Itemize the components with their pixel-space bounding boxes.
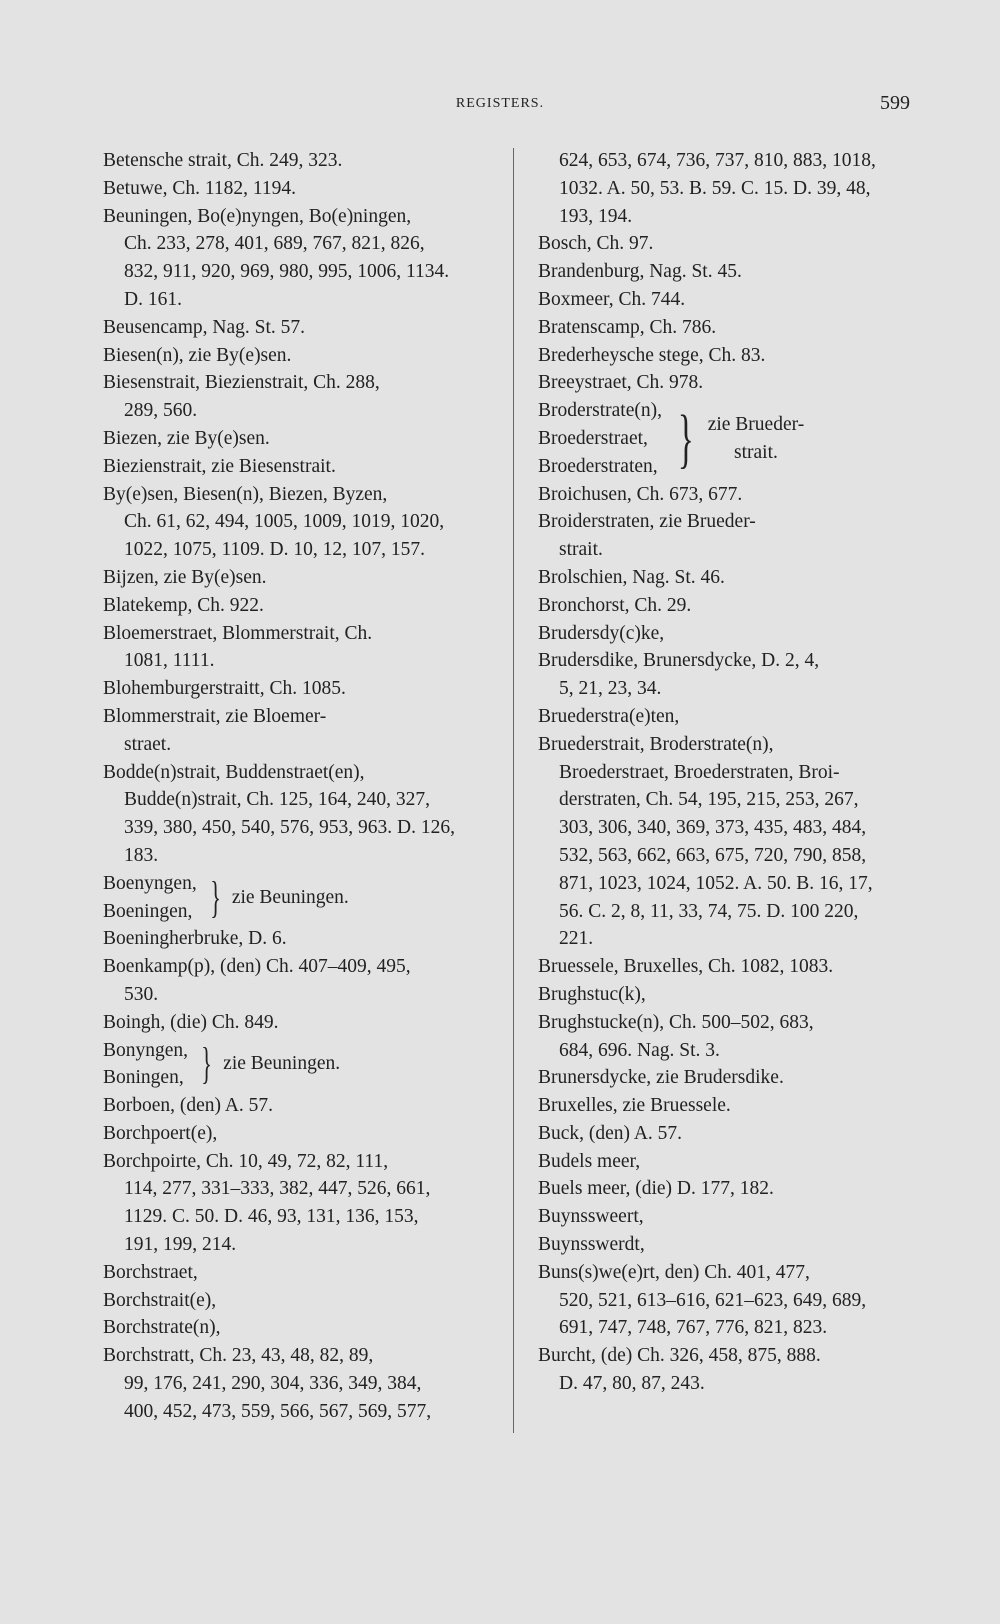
index-entry-continuation: 691, 747, 748, 767, 776, 821, 823. xyxy=(559,1317,828,1339)
index-entry-continuation: 5, 21, 23, 34. xyxy=(559,678,662,700)
index-entry: Bruederstrait, Broderstrate(n), xyxy=(538,733,774,755)
page-number: 599 xyxy=(880,92,910,114)
index-entry: Betensche strait, Ch. 249, 323. xyxy=(103,150,343,171)
cross-reference-line: zie Brueder- xyxy=(707,414,805,436)
cross-reference xyxy=(708,411,805,467)
index-entry-continuation: 530. xyxy=(124,983,159,1005)
index-entry: Brunersdycke, zie Brudersdike. xyxy=(538,1067,784,1089)
index-entry: Borchstrate(n), xyxy=(103,1317,221,1339)
index-entry: Bijzen, zie By(e)sen. xyxy=(103,566,267,588)
index-entry-variant: Boeningen, xyxy=(103,900,193,922)
index-entry: Burcht, (de) Ch. 326, 458, 875, 888. xyxy=(538,1345,821,1367)
index-entry-continuation: 520, 521, 613–616, 621–623, 649, 689, xyxy=(559,1289,867,1311)
index-entry-continuation: 114, 277, 331–333, 382, 447, 526, 661, xyxy=(124,1178,431,1200)
index-entry-continuation: 1022, 1075, 1109. D. 10, 12, 107, 157. xyxy=(124,539,425,561)
column-divider xyxy=(513,148,514,1433)
index-entry-continuation: 832, 911, 920, 969, 980, 995, 1006, 1134. xyxy=(124,261,450,283)
index-entry: By(e)sen, Biesen(n), Biezen, Byzen, xyxy=(103,483,388,505)
index-entry-continuation: straet. xyxy=(124,733,172,755)
index-entry-continuation: 99, 176, 241, 290, 304, 336, 349, 384, xyxy=(124,1373,422,1395)
index-entry: Brughstucke(n), Ch. 500–502, 683, xyxy=(538,1011,814,1033)
index-entry-variant: Boenyngen, xyxy=(103,872,197,894)
index-entry-continuation: 1129. C. 50. D. 46, 93, 131, 136, 153, xyxy=(124,1206,419,1228)
index-entry-variant: Broederstraten, xyxy=(538,455,658,477)
index-entry: Beuningen, Bo(e)nyngen, Bo(e)ningen, xyxy=(103,205,412,227)
index-entry-continuation: 183. xyxy=(124,844,159,866)
index-entry: Borchstratt, Ch. 23, 43, 48, 82, 89, xyxy=(103,1345,374,1367)
index-entry-group xyxy=(103,870,503,926)
index-entry-continuation: 1081, 1111. xyxy=(124,650,215,672)
index-entry: Budels meer, xyxy=(538,1150,641,1172)
index-entry: Brederheysche stege, Ch. 83. xyxy=(538,344,766,366)
index-entry: Beusencamp, Nag. St. 57. xyxy=(103,316,306,338)
cross-reference: zie Beuningen. xyxy=(223,1053,341,1075)
index-entry: Bronchorst, Ch. 29. xyxy=(538,594,692,616)
index-entry: Buynssweert, xyxy=(538,1206,644,1228)
index-entry-continuation: Budde(n)strait, Ch. 125, 164, 240, 327, xyxy=(124,789,431,811)
index-entry-continuation: Broederstraet, Broederstraten, Broi- xyxy=(559,761,840,783)
index-entry: Boeningherbruke, D. 6. xyxy=(103,928,287,950)
index-entry: Brudersdy(c)ke, xyxy=(538,622,665,644)
index-entry: Buynsswerdt, xyxy=(538,1234,645,1256)
index-entry: Borchpoert(e), xyxy=(103,1122,218,1144)
index-entry: Buels meer, (die) D. 177, 182. xyxy=(538,1178,774,1200)
index-entry-continuation: Ch. 233, 278, 401, 689, 767, 821, 826, xyxy=(124,233,425,255)
left-column xyxy=(103,147,503,1426)
index-entry-group xyxy=(538,397,948,480)
index-entry: Betuwe, Ch. 1182, 1194. xyxy=(103,177,297,199)
cross-reference-line: strait. xyxy=(734,441,778,463)
index-entry-continuation: 339, 380, 450, 540, 576, 953, 963. D. 126, xyxy=(124,817,455,839)
index-entry: Broichusen, Ch. 673, 677. xyxy=(538,483,743,505)
index-entry-continuation: 193, 194. xyxy=(559,205,633,227)
running-header: REGISTERS. xyxy=(455,96,545,111)
index-entry: Brolschien, Nag. St. 46. xyxy=(538,566,725,588)
index-entry: Bruessele, Bruxelles, Ch. 1082, 1083. xyxy=(538,956,834,978)
index-entry-variant: Boningen, xyxy=(103,1067,184,1089)
index-entry-continuation: 532, 563, 662, 663, 675, 720, 790, 858, xyxy=(559,844,867,866)
index-entry-continuation: 684, 696. Nag. St. 3. xyxy=(559,1039,720,1061)
index-entry: Brudersdike, Brunersdycke, D. 2, 4, xyxy=(538,650,820,672)
index-entry: Brandenburg, Nag. St. 45. xyxy=(538,261,742,283)
index-entry-continuation: strait. xyxy=(559,539,603,561)
index-entry-continuation: 1032. A. 50, 53. B. 59. C. 15. D. 39, 48, xyxy=(559,177,871,199)
index-entry-continuation: 289, 560. xyxy=(124,400,198,422)
index-entry-continuation: 624, 653, 674, 736, 737, 810, 883, 1018, xyxy=(559,150,876,171)
index-entry-continuation: D. 161. xyxy=(124,288,182,310)
index-entry-continuation: 400, 452, 473, 559, 566, 567, 569, 577, xyxy=(124,1400,432,1422)
index-entry: Bruxelles, zie Bruessele. xyxy=(538,1095,731,1117)
index-entry: Biezen, zie By(e)sen. xyxy=(103,427,270,449)
index-entry: Broiderstraten, zie Brueder- xyxy=(538,511,756,533)
index-entry: Blohemburgerstraitt, Ch. 1085. xyxy=(103,678,346,700)
index-entry: Boingh, (die) Ch. 849. xyxy=(103,1011,279,1033)
index-entry: Borchstraet, xyxy=(103,1261,198,1283)
index-entry-continuation: 56. C. 2, 8, 11, 33, 74, 75. D. 100 220, xyxy=(559,900,859,922)
brace-glyph: } xyxy=(201,1039,212,1089)
index-entry: Bratenscamp, Ch. 786. xyxy=(538,316,717,338)
index-entry: Buns(s)we(e)rt, den) Ch. 401, 477, xyxy=(538,1261,810,1283)
index-entry: Biezienstrait, zie Biesenstrait. xyxy=(103,455,336,477)
index-entry: Brughstuc(k), xyxy=(538,983,646,1005)
index-entry: Buck, (den) A. 57. xyxy=(538,1122,683,1144)
index-entry: Borchpoirte, Ch. 10, 49, 72, 82, 111, xyxy=(103,1150,389,1172)
index-entry: Blatekemp, Ch. 922. xyxy=(103,594,264,616)
index-entry-variant: Broederstraet, xyxy=(538,427,648,449)
index-entry-continuation: 871, 1023, 1024, 1052. A. 50. B. 16, 17, xyxy=(559,872,873,894)
index-entry-continuation: Ch. 61, 62, 494, 1005, 1009, 1019, 1020, xyxy=(124,511,445,533)
index-entry: Boxmeer, Ch. 744. xyxy=(538,288,686,310)
index-entry: Borboen, (den) A. 57. xyxy=(103,1095,274,1117)
index-entry: Blommerstrait, zie Bloemer- xyxy=(103,705,327,727)
index-entry: Bloemerstraet, Blommerstrait, Ch. xyxy=(103,622,373,644)
index-entry: Biesenstrait, Biezienstrait, Ch. 288, xyxy=(103,372,380,394)
right-column xyxy=(538,147,948,1398)
index-entry: Breeystraet, Ch. 978. xyxy=(538,372,704,394)
index-entry: Bosch, Ch. 97. xyxy=(538,233,654,255)
index-entry: Boenkamp(p), (den) Ch. 407–409, 495, xyxy=(103,956,411,978)
index-entry-continuation: derstraten, Ch. 54, 195, 215, 253, 267, xyxy=(559,789,859,811)
index-entry: Borchstrait(e), xyxy=(103,1289,217,1311)
index-entry: Bruederstra(e)ten, xyxy=(538,705,680,727)
index-entry-group xyxy=(103,1037,503,1093)
index-entry: Bodde(n)strait, Buddenstraet(en), xyxy=(103,761,365,783)
index-entry-variant: Broderstrate(n), xyxy=(538,400,662,422)
index-entry-continuation: 221. xyxy=(559,928,594,950)
brace-glyph: } xyxy=(209,872,221,922)
index-entry-continuation: 303, 306, 340, 369, 373, 435, 483, 484, xyxy=(559,817,867,839)
index-entry-variant: Bonyngen, xyxy=(103,1039,189,1061)
index-entry-continuation: 191, 199, 214. xyxy=(124,1234,237,1256)
index-entry-continuation: D. 47, 80, 87, 243. xyxy=(559,1373,705,1395)
index-entry: Biesen(n), zie By(e)sen. xyxy=(103,344,292,366)
cross-reference: zie Beuningen. xyxy=(231,886,349,908)
brace-glyph: } xyxy=(677,401,694,475)
